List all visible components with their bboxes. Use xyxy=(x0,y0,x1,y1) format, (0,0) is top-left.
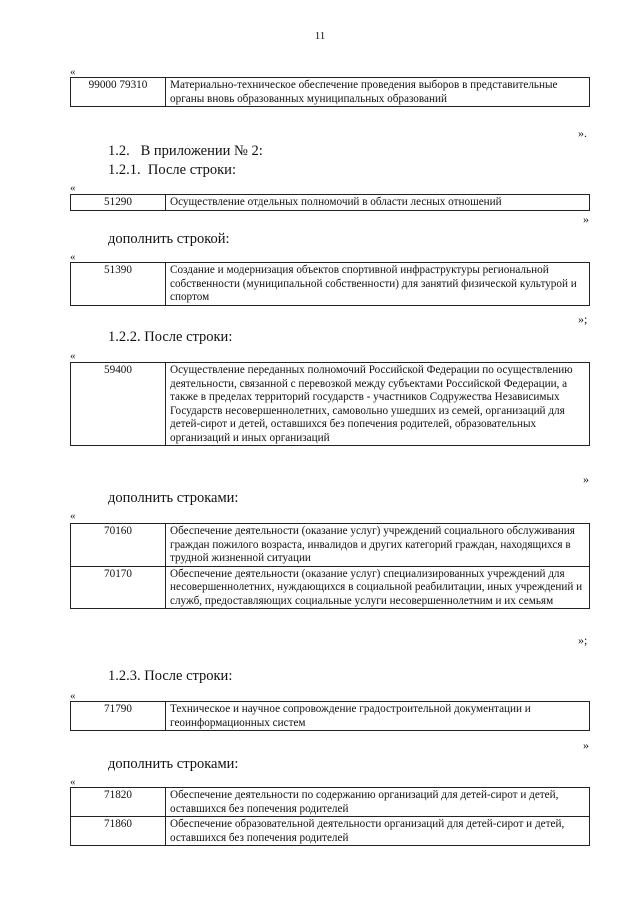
open-quote: « xyxy=(70,350,76,362)
description-cell: Обеспечение образовательной деятельности организаций для детей-сирот и детей, оставшихся без попечения родителей xyxy=(166,817,590,846)
description-cell: Создание и модернизация объектов спортивной инфраструктуры региональной собственности (муниципальной собственности) для занятий физической культурой и спортом xyxy=(166,263,590,306)
section-heading: 1.2.1. После строки: xyxy=(108,162,236,178)
close-quote: » xyxy=(583,472,589,486)
description-cell: Материально-техническое обеспечение проведения выборов в представительные органы вновь образованных муниципальных образований xyxy=(166,78,590,107)
instruction-text: дополнить строкой: xyxy=(108,231,230,247)
section-heading: 1.2.3. После строки: xyxy=(108,668,233,684)
open-quote: « xyxy=(70,776,76,788)
close-quote: » xyxy=(583,738,589,752)
section-heading: 1.2. В приложении № 2: xyxy=(108,143,263,159)
section-heading: 1.2.2. После строки: xyxy=(108,329,233,345)
code-table xyxy=(70,194,590,211)
close-quote: » xyxy=(583,212,589,226)
code-cell: 59400 xyxy=(71,363,166,446)
description-cell: Осуществление переданных полномочий Российской Федерации по осуществлению деятельности, связанной с перевозкой между субъектами Российской Федерации, а также в пределах территорий государств - участников Содружества Независимых Государств несовершеннолетних, самовольно ушедших из семей, организаций для детей-сирот и детей, оставшихся без попечения родителей, образовательных организаций и иных организаций xyxy=(166,363,590,446)
description-cell: Техническое и научное сопровождение градостроительной документации и геоинформационных систем xyxy=(166,702,590,731)
code-table xyxy=(70,523,590,609)
close-quote: ». xyxy=(578,126,587,140)
description-cell: Осуществление отдельных полномочий в области лесных отношений xyxy=(166,195,590,211)
code-cell: 99000 79310 xyxy=(71,78,166,107)
open-quote: « xyxy=(70,182,76,194)
code-table xyxy=(70,362,590,446)
code-cell: 51390 xyxy=(71,263,166,306)
description-cell: Обеспечение деятельности (оказание услуг) специализированных учреждений для несовершеннолетних, нуждающихся в социальной реабилитации, иных учреждений и служб, предоставляющих социальные услуги несовершеннолетним и их семьям xyxy=(166,566,590,609)
instruction-text: дополнить строками: xyxy=(108,756,239,772)
code-table xyxy=(70,701,590,731)
code-cell: 71820 xyxy=(71,788,166,817)
open-quote: « xyxy=(70,510,76,522)
code-table xyxy=(70,77,590,107)
table-row xyxy=(71,263,590,306)
description-cell: Обеспечение деятельности (оказание услуг) учреждений социального обслуживания граждан пожилого возраста, инвалидов и других категорий граждан, находящихся в трудной жизненной ситуации xyxy=(166,524,590,567)
table-row xyxy=(71,363,590,446)
code-cell: 70170 xyxy=(71,566,166,609)
open-quote: « xyxy=(70,690,76,702)
table-row xyxy=(71,702,590,731)
code-cell: 51290 xyxy=(71,195,166,211)
close-quote: »; xyxy=(578,633,588,647)
table-row xyxy=(71,817,590,846)
code-cell: 71790 xyxy=(71,702,166,731)
open-quote: « xyxy=(70,66,76,78)
table-row xyxy=(71,788,590,817)
code-table xyxy=(70,262,590,306)
open-quote: « xyxy=(70,251,76,263)
code-table xyxy=(70,787,590,846)
table-row xyxy=(71,195,590,211)
code-cell: 71860 xyxy=(71,817,166,846)
table-row xyxy=(71,78,590,107)
table-row xyxy=(71,566,590,609)
table-row xyxy=(71,524,590,567)
close-quote: »; xyxy=(578,312,588,326)
code-cell: 70160 xyxy=(71,524,166,567)
description-cell: Обеспечение деятельности по содержанию организаций для детей-сирот и детей, оставшихся без попечения родителей xyxy=(166,788,590,817)
page-number: 11 xyxy=(314,30,326,42)
instruction-text: дополнить строками: xyxy=(108,490,239,506)
